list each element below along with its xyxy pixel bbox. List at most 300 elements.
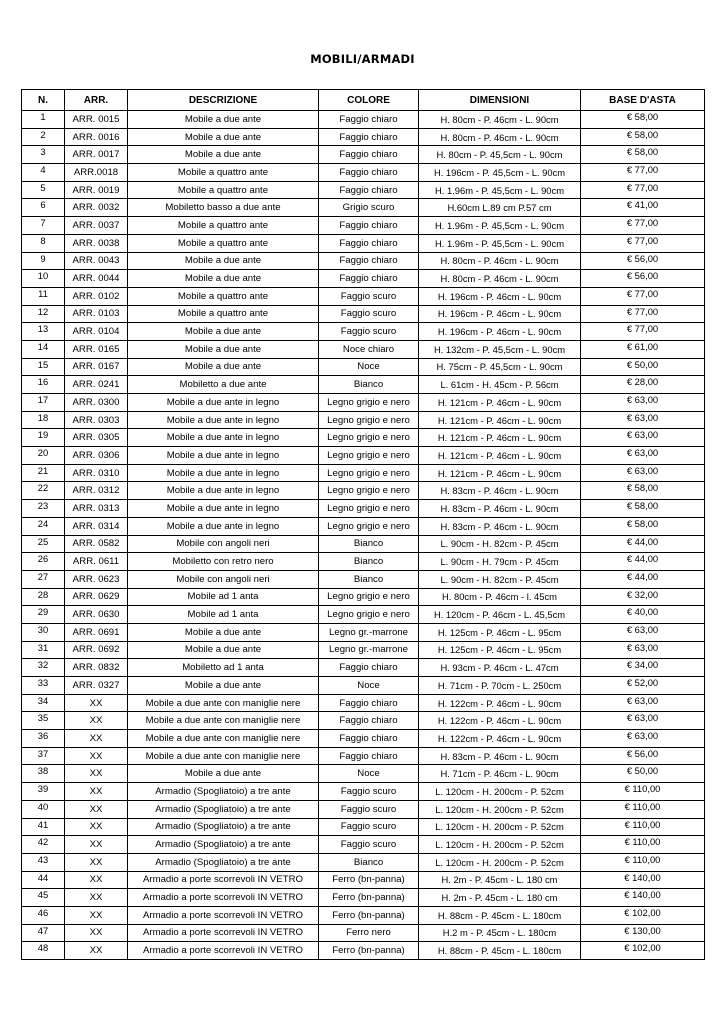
- cell-dimensioni: H. 83cm - P. 46cm - L. 90cm: [419, 747, 581, 765]
- cell-base-asta: € 56,00: [581, 747, 705, 765]
- header-base-asta: BASE D'ASTA: [581, 90, 705, 111]
- cell-base-asta: € 77,00: [581, 305, 705, 323]
- cell-dimensioni: H. 80cm - P. 45,5cm - L. 90cm: [419, 146, 581, 164]
- cell-n: 36: [22, 730, 65, 748]
- cell-arr: ARR. 0015: [65, 111, 128, 129]
- cell-base-asta: € 63,00: [581, 411, 705, 429]
- cell-n: 28: [22, 588, 65, 606]
- table-row: [22, 730, 705, 748]
- table-row: [22, 570, 705, 588]
- table-row: [22, 623, 705, 641]
- table-row: [22, 517, 705, 535]
- cell-colore: Faggio chiaro: [319, 164, 419, 182]
- cell-descrizione: Mobile a due ante: [128, 146, 319, 164]
- cell-colore: Noce: [319, 358, 419, 376]
- cell-base-asta: € 63,00: [581, 694, 705, 712]
- cell-base-asta: € 50,00: [581, 765, 705, 783]
- cell-arr: XX: [65, 800, 128, 818]
- cell-arr: ARR. 0032: [65, 199, 128, 217]
- cell-n: 45: [22, 889, 65, 907]
- cell-arr: ARR. 0103: [65, 305, 128, 323]
- cell-n: 48: [22, 942, 65, 960]
- table-row: [22, 800, 705, 818]
- cell-colore: Ferro (bn-panna): [319, 889, 419, 907]
- cell-colore: Faggio scuro: [319, 305, 419, 323]
- cell-base-asta: € 63,00: [581, 623, 705, 641]
- cell-n: 24: [22, 517, 65, 535]
- cell-n: 32: [22, 659, 65, 677]
- cell-n: 15: [22, 358, 65, 376]
- cell-colore: Bianco: [319, 553, 419, 571]
- cell-colore: Legno grigio e nero: [319, 517, 419, 535]
- table-row: [22, 217, 705, 235]
- cell-descrizione: Mobile a due ante con maniglie nere: [128, 712, 319, 730]
- cell-descrizione: Armadio a porte scorrevoli IN VETRO: [128, 924, 319, 942]
- table-row: [22, 270, 705, 288]
- cell-arr: ARR. 0104: [65, 323, 128, 341]
- cell-colore: Faggio chiaro: [319, 694, 419, 712]
- cell-colore: Noce: [319, 677, 419, 695]
- cell-arr: ARR. 0611: [65, 553, 128, 571]
- table-row: [22, 783, 705, 801]
- cell-base-asta: € 58,00: [581, 482, 705, 500]
- cell-arr: ARR. 0019: [65, 181, 128, 199]
- cell-base-asta: € 63,00: [581, 394, 705, 412]
- cell-descrizione: Mobile a due ante: [128, 358, 319, 376]
- cell-arr: ARR. 0630: [65, 606, 128, 624]
- cell-colore: Legno grigio e nero: [319, 606, 419, 624]
- cell-base-asta: € 102,00: [581, 942, 705, 960]
- cell-descrizione: Mobiletto a due ante: [128, 376, 319, 394]
- cell-descrizione: Mobile a due ante: [128, 252, 319, 270]
- cell-colore: Bianco: [319, 853, 419, 871]
- cell-arr: XX: [65, 818, 128, 836]
- cell-colore: Legno grigio e nero: [319, 500, 419, 518]
- table-row: [22, 164, 705, 182]
- header-colore: COLORE: [319, 90, 419, 111]
- cell-colore: Legno grigio e nero: [319, 411, 419, 429]
- cell-descrizione: Mobile a due ante: [128, 677, 319, 695]
- cell-dimensioni: L. 120cm - H. 200cm - P. 52cm: [419, 800, 581, 818]
- cell-arr: XX: [65, 783, 128, 801]
- cell-dimensioni: H. 83cm - P. 46cm - L. 90cm: [419, 517, 581, 535]
- cell-n: 10: [22, 270, 65, 288]
- table-row: [22, 429, 705, 447]
- cell-dimensioni: L. 90cm - H. 79cm - P. 45cm: [419, 553, 581, 571]
- cell-n: 30: [22, 623, 65, 641]
- cell-colore: Faggio chiaro: [319, 270, 419, 288]
- cell-dimensioni: H. 80cm - P. 46cm - L. 90cm: [419, 111, 581, 129]
- cell-descrizione: Mobile a due ante in legno: [128, 482, 319, 500]
- cell-descrizione: Mobile ad 1 anta: [128, 606, 319, 624]
- cell-arr: ARR. 0167: [65, 358, 128, 376]
- cell-arr: XX: [65, 712, 128, 730]
- cell-arr: ARR. 0691: [65, 623, 128, 641]
- cell-dimensioni: H. 121cm - P. 46cm - L. 90cm: [419, 411, 581, 429]
- cell-descrizione: Mobile con angoli neri: [128, 570, 319, 588]
- cell-colore: Legno grigio e nero: [319, 447, 419, 465]
- cell-arr: ARR. 0241: [65, 376, 128, 394]
- cell-descrizione: Armadio (Spogliatoio) a tre ante: [128, 853, 319, 871]
- table-row: [22, 677, 705, 695]
- cell-descrizione: Mobile a quattro ante: [128, 217, 319, 235]
- cell-colore: Faggio chiaro: [319, 659, 419, 677]
- table-row: [22, 588, 705, 606]
- cell-arr: ARR. 0692: [65, 641, 128, 659]
- cell-n: 4: [22, 164, 65, 182]
- cell-base-asta: € 110,00: [581, 836, 705, 854]
- cell-base-asta: € 110,00: [581, 853, 705, 871]
- cell-n: 46: [22, 906, 65, 924]
- cell-colore: Ferro nero: [319, 924, 419, 942]
- cell-colore: Legno gr.-marrone: [319, 641, 419, 659]
- cell-base-asta: € 77,00: [581, 217, 705, 235]
- cell-colore: Legno grigio e nero: [319, 464, 419, 482]
- cell-base-asta: € 56,00: [581, 252, 705, 270]
- cell-descrizione: Mobile a due ante in legno: [128, 464, 319, 482]
- cell-dimensioni: H. 120cm - P. 46cm - L. 45,5cm: [419, 606, 581, 624]
- cell-dimensioni: H. 196cm - P. 45,5cm - L. 90cm: [419, 164, 581, 182]
- cell-colore: Faggio scuro: [319, 287, 419, 305]
- cell-n: 14: [22, 340, 65, 358]
- cell-descrizione: Armadio (Spogliatoio) a tre ante: [128, 818, 319, 836]
- cell-dimensioni: H. 1.96m - P. 45,5cm - L. 90cm: [419, 181, 581, 199]
- cell-arr: XX: [65, 889, 128, 907]
- cell-colore: Faggio scuro: [319, 323, 419, 341]
- cell-descrizione: Mobile a due ante con maniglie nere: [128, 694, 319, 712]
- cell-base-asta: € 44,00: [581, 553, 705, 571]
- cell-n: 33: [22, 677, 65, 695]
- cell-descrizione: Mobile a due ante: [128, 765, 319, 783]
- cell-n: 37: [22, 747, 65, 765]
- cell-colore: Faggio chiaro: [319, 128, 419, 146]
- table-row: [22, 942, 705, 960]
- cell-base-asta: € 63,00: [581, 447, 705, 465]
- table-row: [22, 287, 705, 305]
- cell-dimensioni: H. 121cm - P. 46cm - L. 90cm: [419, 464, 581, 482]
- cell-arr: XX: [65, 871, 128, 889]
- cell-arr: XX: [65, 924, 128, 942]
- cell-base-asta: € 77,00: [581, 287, 705, 305]
- cell-base-asta: € 63,00: [581, 641, 705, 659]
- cell-colore: Faggio chiaro: [319, 730, 419, 748]
- cell-arr: XX: [65, 747, 128, 765]
- cell-dimensioni: H. 80cm - P. 46cm - L. 90cm: [419, 270, 581, 288]
- header-arr: ARR.: [65, 90, 128, 111]
- cell-base-asta: € 50,00: [581, 358, 705, 376]
- cell-descrizione: Armadio (Spogliatoio) a tre ante: [128, 800, 319, 818]
- cell-colore: Faggio scuro: [319, 800, 419, 818]
- cell-arr: ARR. 0314: [65, 517, 128, 535]
- cell-dimensioni: H. 125cm - P. 46cm - L. 95cm: [419, 623, 581, 641]
- cell-base-asta: € 77,00: [581, 181, 705, 199]
- cell-dimensioni: H. 75cm - P. 45,5cm - L. 90cm: [419, 358, 581, 376]
- cell-base-asta: € 63,00: [581, 464, 705, 482]
- cell-n: 5: [22, 181, 65, 199]
- cell-descrizione: Mobile a quattro ante: [128, 234, 319, 252]
- cell-dimensioni: H. 1.96m - P. 45,5cm - L. 90cm: [419, 217, 581, 235]
- cell-descrizione: Mobile a due ante: [128, 641, 319, 659]
- cell-descrizione: Mobile a due ante con maniglie nere: [128, 730, 319, 748]
- cell-n: 23: [22, 500, 65, 518]
- table-row: [22, 394, 705, 412]
- cell-dimensioni: H. 88cm - P. 45cm - L. 180cm: [419, 942, 581, 960]
- table-row: [22, 535, 705, 553]
- cell-arr: XX: [65, 942, 128, 960]
- table-row: [22, 871, 705, 889]
- cell-descrizione: Mobile ad 1 anta: [128, 588, 319, 606]
- cell-dimensioni: H. 125cm - P. 46cm - L. 95cm: [419, 641, 581, 659]
- header-dimensioni: DIMENSIONI: [419, 90, 581, 111]
- cell-dimensioni: H. 121cm - P. 46cm - L. 90cm: [419, 394, 581, 412]
- cell-colore: Faggio chiaro: [319, 181, 419, 199]
- table-row: [22, 659, 705, 677]
- cell-arr: XX: [65, 906, 128, 924]
- cell-n: 40: [22, 800, 65, 818]
- cell-dimensioni: H. 122cm - P. 46cm - L. 90cm: [419, 730, 581, 748]
- cell-dimensioni: H. 80cm - P. 46cm - L. 90cm: [419, 252, 581, 270]
- table-row: [22, 553, 705, 571]
- cell-descrizione: Mobile a due ante in legno: [128, 447, 319, 465]
- cell-arr: XX: [65, 836, 128, 854]
- cell-base-asta: € 77,00: [581, 164, 705, 182]
- cell-dimensioni: H. 71cm - P. 70cm - L. 250cm: [419, 677, 581, 695]
- cell-arr: ARR. 0017: [65, 146, 128, 164]
- cell-arr: ARR. 0629: [65, 588, 128, 606]
- cell-base-asta: € 34,00: [581, 659, 705, 677]
- cell-n: 16: [22, 376, 65, 394]
- table-row: [22, 376, 705, 394]
- cell-colore: Faggio scuro: [319, 783, 419, 801]
- cell-colore: Bianco: [319, 570, 419, 588]
- cell-n: 38: [22, 765, 65, 783]
- cell-dimensioni: L. 120cm - H. 200cm - P. 52cm: [419, 853, 581, 871]
- cell-colore: Noce: [319, 765, 419, 783]
- cell-n: 41: [22, 818, 65, 836]
- cell-base-asta: € 56,00: [581, 270, 705, 288]
- cell-dimensioni: L. 90cm - H. 82cm - P. 45cm: [419, 570, 581, 588]
- cell-colore: Legno grigio e nero: [319, 394, 419, 412]
- cell-colore: Faggio chiaro: [319, 111, 419, 129]
- table-row: [22, 641, 705, 659]
- cell-arr: ARR. 0305: [65, 429, 128, 447]
- cell-descrizione: Mobile a due ante: [128, 323, 319, 341]
- table-row: [22, 305, 705, 323]
- cell-colore: Faggio scuro: [319, 836, 419, 854]
- table-row: [22, 447, 705, 465]
- cell-base-asta: € 102,00: [581, 906, 705, 924]
- cell-arr: ARR. 0300: [65, 394, 128, 412]
- cell-arr: ARR. 0313: [65, 500, 128, 518]
- cell-descrizione: Mobile a quattro ante: [128, 181, 319, 199]
- cell-colore: Grigio scuro: [319, 199, 419, 217]
- cell-descrizione: Armadio a porte scorrevoli IN VETRO: [128, 942, 319, 960]
- table-row: [22, 747, 705, 765]
- cell-base-asta: € 58,00: [581, 500, 705, 518]
- table-row: [22, 411, 705, 429]
- header-descrizione: DESCRIZIONE: [128, 90, 319, 111]
- table-row: [22, 340, 705, 358]
- cell-base-asta: € 44,00: [581, 535, 705, 553]
- table-row: [22, 712, 705, 730]
- cell-n: 21: [22, 464, 65, 482]
- cell-arr: ARR. 0038: [65, 234, 128, 252]
- cell-colore: Faggio chiaro: [319, 747, 419, 765]
- cell-descrizione: Armadio a porte scorrevoli IN VETRO: [128, 889, 319, 907]
- cell-dimensioni: L. 90cm - H. 82cm - P. 45cm: [419, 535, 581, 553]
- cell-dimensioni: H. 1.96m - P. 45,5cm - L. 90cm: [419, 234, 581, 252]
- cell-dimensioni: H. 196cm - P. 46cm - L. 90cm: [419, 305, 581, 323]
- cell-dimensioni: H. 132cm - P. 45,5cm - L. 90cm: [419, 340, 581, 358]
- cell-base-asta: € 130,00: [581, 924, 705, 942]
- cell-base-asta: € 77,00: [581, 323, 705, 341]
- cell-dimensioni: H.60cm L.89 cm P.57 cm: [419, 199, 581, 217]
- cell-n: 3: [22, 146, 65, 164]
- cell-n: 39: [22, 783, 65, 801]
- cell-base-asta: € 58,00: [581, 128, 705, 146]
- cell-descrizione: Mobile a due ante in legno: [128, 500, 319, 518]
- cell-n: 2: [22, 128, 65, 146]
- cell-colore: Bianco: [319, 376, 419, 394]
- cell-n: 12: [22, 305, 65, 323]
- table-row: [22, 146, 705, 164]
- cell-arr: ARR. 0016: [65, 128, 128, 146]
- cell-arr: XX: [65, 853, 128, 871]
- cell-descrizione: Armadio (Spogliatoio) a tre ante: [128, 783, 319, 801]
- cell-n: 13: [22, 323, 65, 341]
- table-row: [22, 111, 705, 129]
- cell-base-asta: € 63,00: [581, 429, 705, 447]
- cell-arr: ARR. 0043: [65, 252, 128, 270]
- cell-colore: Legno grigio e nero: [319, 482, 419, 500]
- cell-arr: ARR. 0037: [65, 217, 128, 235]
- cell-descrizione: Mobile con angoli neri: [128, 535, 319, 553]
- cell-arr: ARR. 0832: [65, 659, 128, 677]
- cell-descrizione: Mobiletto ad 1 anta: [128, 659, 319, 677]
- cell-dimensioni: H. 2m - P. 45cm - L. 180 cm: [419, 889, 581, 907]
- cell-arr: ARR. 0165: [65, 340, 128, 358]
- cell-n: 22: [22, 482, 65, 500]
- cell-dimensioni: L. 120cm - H. 200cm - P. 52cm: [419, 818, 581, 836]
- cell-descrizione: Mobile a due ante: [128, 128, 319, 146]
- cell-base-asta: € 140,00: [581, 871, 705, 889]
- cell-base-asta: € 52,00: [581, 677, 705, 695]
- cell-colore: Faggio chiaro: [319, 146, 419, 164]
- cell-dimensioni: H. 196cm - P. 46cm - L. 90cm: [419, 287, 581, 305]
- cell-arr: ARR. 0306: [65, 447, 128, 465]
- cell-dimensioni: H. 121cm - P. 46cm - L. 90cm: [419, 447, 581, 465]
- cell-descrizione: Mobile a quattro ante: [128, 287, 319, 305]
- table-row: [22, 818, 705, 836]
- cell-base-asta: € 63,00: [581, 730, 705, 748]
- cell-base-asta: € 63,00: [581, 712, 705, 730]
- table-row: [22, 482, 705, 500]
- cell-descrizione: Mobiletto basso a due ante: [128, 199, 319, 217]
- cell-dimensioni: H. 121cm - P. 46cm - L. 90cm: [419, 429, 581, 447]
- table-row: [22, 252, 705, 270]
- table-row: [22, 500, 705, 518]
- table-row: [22, 323, 705, 341]
- cell-descrizione: Armadio (Spogliatoio) a tre ante: [128, 836, 319, 854]
- cell-n: 44: [22, 871, 65, 889]
- cell-n: 26: [22, 553, 65, 571]
- cell-colore: Ferro (bn-panna): [319, 871, 419, 889]
- cell-arr: ARR. 0623: [65, 570, 128, 588]
- cell-colore: Ferro (bn-panna): [319, 942, 419, 960]
- cell-arr: ARR. 0044: [65, 270, 128, 288]
- cell-n: 35: [22, 712, 65, 730]
- cell-descrizione: Mobiletto con retro nero: [128, 553, 319, 571]
- cell-arr: ARR. 0303: [65, 411, 128, 429]
- cell-dimensioni: H. 93cm - P. 46cm - L. 47cm: [419, 659, 581, 677]
- cell-n: 43: [22, 853, 65, 871]
- cell-base-asta: € 44,00: [581, 570, 705, 588]
- cell-descrizione: Armadio a porte scorrevoli IN VETRO: [128, 871, 319, 889]
- cell-base-asta: € 61,00: [581, 340, 705, 358]
- cell-colore: Bianco: [319, 535, 419, 553]
- cell-descrizione: Mobile a due ante con maniglie nere: [128, 747, 319, 765]
- cell-base-asta: € 41,00: [581, 199, 705, 217]
- table-row: [22, 906, 705, 924]
- cell-base-asta: € 110,00: [581, 783, 705, 801]
- cell-dimensioni: H. 122cm - P. 46cm - L. 90cm: [419, 712, 581, 730]
- cell-dimensioni: H. 83cm - P. 46cm - L. 90cm: [419, 482, 581, 500]
- cell-colore: Faggio chiaro: [319, 234, 419, 252]
- cell-n: 31: [22, 641, 65, 659]
- cell-base-asta: € 77,00: [581, 234, 705, 252]
- cell-colore: Legno grigio e nero: [319, 429, 419, 447]
- table-row: [22, 924, 705, 942]
- cell-dimensioni: H.2 m - P. 45cm - L. 180cm: [419, 924, 581, 942]
- table-row: [22, 199, 705, 217]
- cell-n: 11: [22, 287, 65, 305]
- table-row: [22, 464, 705, 482]
- cell-arr: XX: [65, 694, 128, 712]
- cell-descrizione: Mobile a due ante in legno: [128, 429, 319, 447]
- header-n: N.: [22, 90, 65, 111]
- cell-descrizione: Mobile a due ante in legno: [128, 394, 319, 412]
- cell-colore: Faggio chiaro: [319, 252, 419, 270]
- cell-n: 47: [22, 924, 65, 942]
- cell-base-asta: € 140,00: [581, 889, 705, 907]
- cell-dimensioni: L. 61cm - H. 45cm - P. 56cm: [419, 376, 581, 394]
- cell-descrizione: Mobile a due ante in legno: [128, 411, 319, 429]
- cell-descrizione: Mobile a due ante: [128, 623, 319, 641]
- cell-n: 8: [22, 234, 65, 252]
- cell-dimensioni: H. 2m - P. 45cm - L. 180 cm: [419, 871, 581, 889]
- table-row: [22, 128, 705, 146]
- cell-arr: ARR. 0582: [65, 535, 128, 553]
- cell-base-asta: € 58,00: [581, 146, 705, 164]
- table-row: [22, 836, 705, 854]
- cell-n: 17: [22, 394, 65, 412]
- cell-n: 34: [22, 694, 65, 712]
- cell-arr: ARR. 0312: [65, 482, 128, 500]
- table-header-row: [22, 90, 705, 111]
- table-row: [22, 694, 705, 712]
- cell-dimensioni: H. 122cm - P. 46cm - L. 90cm: [419, 694, 581, 712]
- table-row: [22, 358, 705, 376]
- cell-arr: XX: [65, 730, 128, 748]
- cell-arr: XX: [65, 765, 128, 783]
- table-row: [22, 765, 705, 783]
- cell-descrizione: Mobile a due ante: [128, 270, 319, 288]
- cell-n: 18: [22, 411, 65, 429]
- cell-colore: Faggio chiaro: [319, 217, 419, 235]
- cell-n: 1: [22, 111, 65, 129]
- cell-colore: Ferro (bn-panna): [319, 906, 419, 924]
- cell-colore: Legno gr.-marrone: [319, 623, 419, 641]
